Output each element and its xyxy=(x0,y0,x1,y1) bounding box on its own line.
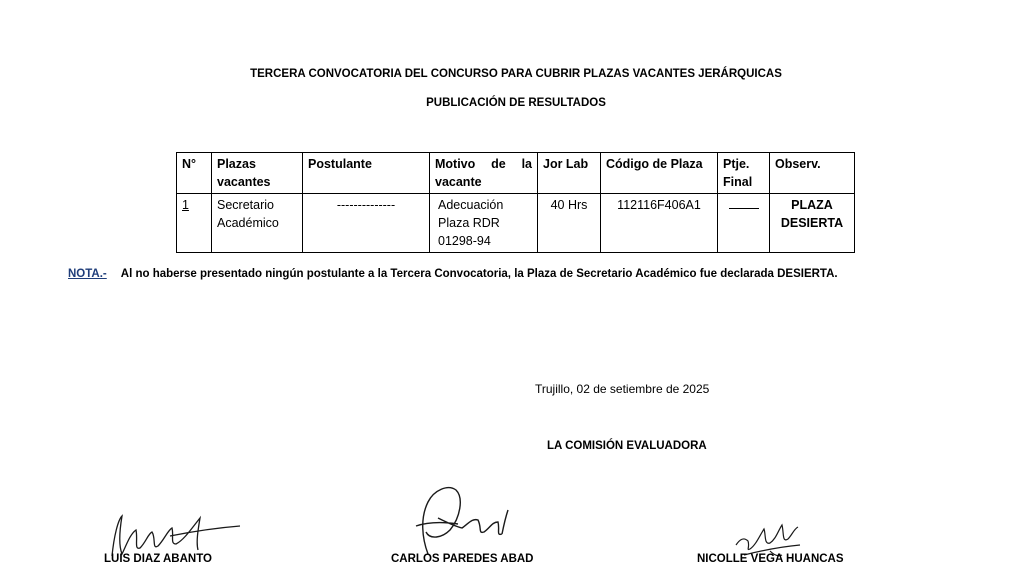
results-table xyxy=(176,152,855,253)
blank-line xyxy=(729,199,759,209)
committee-title: LA COMISIÓN EVALUADORA xyxy=(547,440,707,452)
cell-motivo: Adecuación Plaza RDR 01298-94 xyxy=(430,194,538,253)
cell-codigo: 112116F406A1 xyxy=(601,194,718,253)
col-header-num: N° xyxy=(177,153,212,194)
signature-name-3: NICOLLE VEGA HUANCAS xyxy=(697,553,844,565)
cell-postulante: -------------- xyxy=(303,194,430,253)
cell-plaza: Secretario Académico xyxy=(212,194,303,253)
cell-num: 1 xyxy=(177,194,212,253)
table-row xyxy=(177,194,855,253)
col-header-puntaje: Ptje. Final xyxy=(718,153,770,194)
col-header-observ: Observ. xyxy=(770,153,855,194)
col-header-plazas: Plazas vacantes xyxy=(212,153,303,194)
col-header-jornada: Jor Lab xyxy=(538,153,601,194)
col-header-motivo: Motivo de la vacante xyxy=(430,153,538,194)
table-header-row xyxy=(177,153,855,194)
nota-text: Al no haberse presentado ningún postulante a la Tercera Convocatoria, la Plaza de Secretario Académico fue declarada DESIERTA. xyxy=(120,268,838,280)
document-title: TERCERA CONVOCATORIA DEL CONCURSO PARA CUBRIR PLAZAS VACANTES JERÁRQUICAS xyxy=(250,68,782,80)
signature-name-2: CARLOS PAREDES ABAD xyxy=(391,553,534,565)
nota-label: NOTA.- xyxy=(68,268,107,280)
document-subtitle: PUBLICACIÓN DE RESULTADOS xyxy=(426,97,606,109)
nota-paragraph xyxy=(68,268,838,280)
col-header-codigo: Código de Plaza xyxy=(601,153,718,194)
cell-observ: PLAZA DESIERTA xyxy=(770,194,855,253)
cell-puntaje xyxy=(718,194,770,253)
signature-name-1: LUIS DIAZ ABANTO xyxy=(104,553,212,565)
signature-carlos-paredes xyxy=(398,478,528,558)
col-header-postulante: Postulante xyxy=(303,153,430,194)
cell-jornada: 40 Hrs xyxy=(538,194,601,253)
place-date: Trujillo, 02 de setiembre de 2025 xyxy=(535,382,710,396)
